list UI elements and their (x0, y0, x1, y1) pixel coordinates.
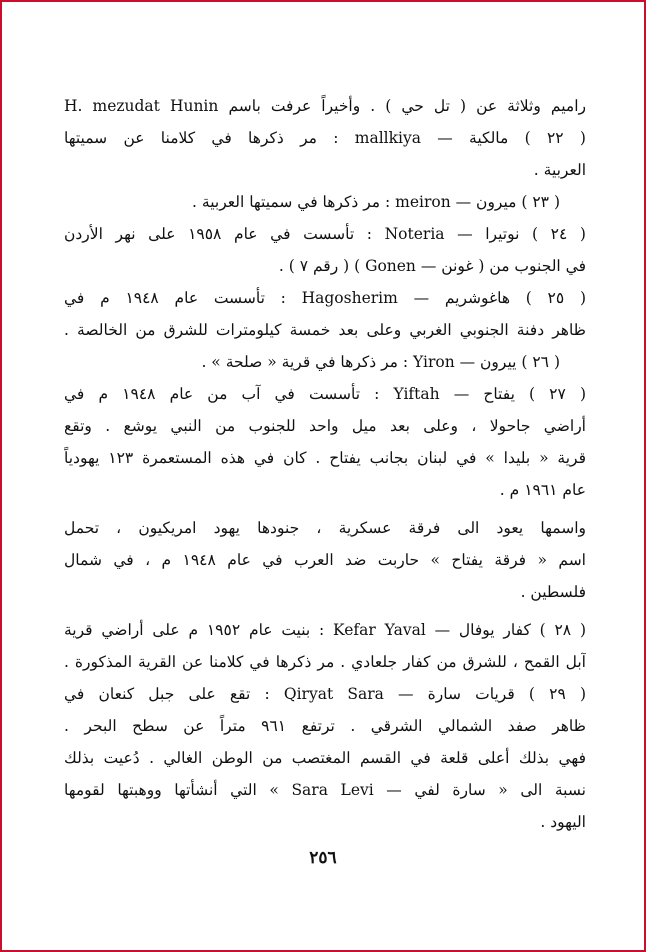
text-line: ( ٢٢ ) مالكية — mallkiya : مر ذكرها في كلامنا عن سميتها (64, 129, 586, 147)
text-line: ( ٢٩ ) قريات سارة — Qiryat Sara : تقع على جبل كنعان في (64, 685, 586, 703)
text-line: ( ٢٤ ) نوتيرا — Noteria : تأسست في عام ١٩٥٨ على نهر الأردن (64, 225, 586, 243)
text-line: واسمها يعود الى فرقة عسكرية ، جنودها يهود امريكيون ، تحمل (64, 519, 586, 537)
text-line: أراضي جاحولا ، وعلى بعد ميل واحد للجنوب من النبي يوشع . وتقع (64, 417, 586, 435)
text-line: ظاهر دفنة الجنوبي الغربي وعلى بعد خمسة كيلومترات للشرق من الخالصة . (64, 321, 586, 339)
text-line: فهي بذلك أعلى قلعة في القسم المغتصب من الوطن الغالي . دُعيت بذلك (64, 749, 586, 767)
text-line: ( ٢٨ ) كفار يوفال — Kefar Yaval : بنيت عام ١٩٥٢ م على أراضي قرية (64, 621, 586, 639)
page-body-text (64, 90, 586, 838)
text-line: ( ٢٥ ) هاغوشريم — Hagosherim : تأسست عام ١٩٤٨ م في (64, 289, 586, 307)
text-line: نسبة الى « سارة لفي — Sara Levi » التي أنشأتها ووهبتها لقومها (64, 781, 586, 799)
text-line: اليهود . (540, 813, 586, 831)
text-line: عام ١٩٦١ م . (499, 481, 586, 499)
text-line: ( ٢٦ ) ييرون — Yiron : مر ذكرها في قرية « صلحة » . (201, 353, 560, 371)
text-line: قرية « بليدا » في لبنان بجانب يفتاح . كان في هذه المستعمرة ١٢٣ يهودياً (64, 449, 586, 467)
text-line: ( ٢٧ ) يفتاح — Yiftah : تأسست في آب من عام ١٩٤٨ م في (64, 385, 586, 403)
text-line: العربية . (533, 161, 586, 179)
text-line: في الجنوب من ( غونن — Gonen ) ( رقم ٧ ) . (278, 257, 586, 275)
text-line: آبل القمح ، للشرق من كفار جلعادي . مر ذكرها في كلامنا عن القرية المذكورة . (64, 653, 586, 671)
text-line: فلسطين . (520, 583, 586, 601)
page-number: ٢٥٦ (309, 848, 337, 868)
text-line: راميم وثلاثة عن ( تل حي ) . وأخيراً عرفت باسم H. mezudat Hunin (64, 97, 586, 115)
text-line: ( ٢٣ ) ميرون — meiron : مر ذكرها في سميتها العربية . (192, 193, 560, 211)
text-line: اسم « فرقة يفتاح » حاربت ضد العرب في عام ١٩٤٨ م ، في شمال (64, 551, 586, 569)
text-line: ظاهر صفد الشمالي الشرقي . ترتفع ٩٦١ متراً عن سطح البحر . (64, 717, 586, 735)
